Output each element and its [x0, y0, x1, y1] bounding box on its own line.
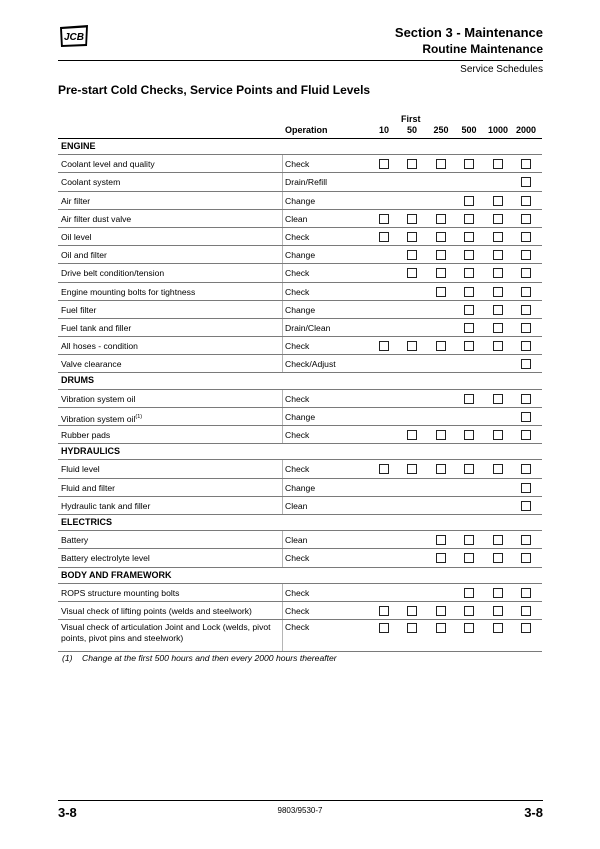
checkbox-icon	[436, 250, 446, 260]
checkbox-icon	[521, 323, 531, 333]
checkbox-icon	[407, 214, 417, 224]
item-cell	[61, 359, 281, 370]
checkbox-icon	[493, 606, 503, 616]
column-divider	[282, 246, 283, 263]
operation-cell: Check	[285, 553, 310, 564]
checkbox-icon	[493, 588, 503, 598]
checkbox-icon	[521, 232, 531, 242]
table-section-row	[58, 139, 542, 155]
item-cell	[61, 287, 281, 298]
column-divider	[282, 210, 283, 227]
operation-cell: Check	[285, 393, 310, 404]
operation-cell: Check	[285, 464, 310, 475]
interval-header: 250	[433, 125, 449, 135]
checkbox-icon	[379, 623, 389, 633]
operation-cell: Change	[285, 411, 316, 422]
checkbox-icon	[464, 196, 474, 206]
checkbox-icon	[464, 623, 474, 633]
item-text: Hydraulic tank and filler	[61, 500, 151, 511]
column-divider	[282, 531, 283, 548]
item-cell	[61, 412, 281, 425]
item-text: Engine mounting bolts for tightness	[61, 286, 196, 297]
operation-header: Operation	[285, 125, 328, 135]
section-label: HYDRAULICS	[61, 446, 121, 457]
section-label: DRUMS	[61, 375, 94, 386]
operation-cell: Change	[285, 250, 316, 261]
table-row	[58, 602, 542, 620]
checkbox-icon	[436, 341, 446, 351]
checkbox-icon	[521, 159, 531, 169]
checkbox-icon	[521, 341, 531, 351]
section-label: ENGINE	[61, 141, 96, 151]
checkbox-icon	[407, 268, 417, 278]
checkbox-icon	[521, 305, 531, 315]
table-row	[58, 228, 542, 246]
checkbox-icon	[493, 430, 503, 440]
checkbox-icon	[493, 214, 503, 224]
operation-cell: Change	[285, 195, 316, 206]
checkbox-icon	[521, 464, 531, 474]
operation-cell: Check	[285, 231, 310, 242]
column-divider	[282, 319, 283, 336]
column-divider	[282, 228, 283, 245]
checkbox-icon	[521, 287, 531, 297]
section-label: BODY AND FRAMEWORK	[61, 569, 172, 580]
item-cell	[61, 305, 281, 316]
table-section-row	[58, 373, 542, 389]
table-row	[58, 426, 542, 444]
item-cell	[61, 535, 281, 546]
item-cell	[61, 588, 281, 599]
column-divider	[282, 426, 283, 443]
item-cell	[61, 250, 281, 261]
column-divider	[282, 155, 283, 172]
footer-divider	[58, 800, 543, 801]
checkbox-icon	[464, 250, 474, 260]
column-divider	[282, 497, 283, 514]
checkbox-icon	[407, 341, 417, 351]
document-number: 9803/9530-7	[277, 806, 323, 815]
table-row	[58, 531, 542, 549]
checkbox-icon	[407, 606, 417, 616]
page-number-right: 3-8	[524, 805, 543, 820]
checkbox-icon	[464, 606, 474, 616]
checkbox-icon	[407, 430, 417, 440]
checkbox-icon	[493, 268, 503, 278]
column-divider	[282, 460, 283, 477]
checkbox-icon	[464, 553, 474, 563]
footnote-text: Change at the first 500 hours and then every 2000 hours thereafter	[82, 653, 337, 663]
item-text: Rubber pads	[61, 430, 111, 440]
table-section-row	[58, 515, 542, 531]
checkbox-icon	[464, 535, 474, 545]
checkbox-icon	[464, 588, 474, 598]
table-row	[58, 620, 542, 652]
page-number-left: 3-8	[58, 805, 77, 820]
checkbox-icon	[464, 430, 474, 440]
item-text: Vibration system oil	[61, 413, 136, 424]
checkbox-icon	[436, 214, 446, 224]
item-text: Fuel filter	[61, 304, 97, 315]
checkbox-icon	[521, 359, 531, 369]
checkbox-icon	[521, 214, 531, 224]
checkbox-icon	[407, 159, 417, 169]
operation-cell: Clean	[285, 500, 308, 511]
table-row	[58, 319, 542, 337]
checkbox-icon	[493, 535, 503, 545]
first-label: First	[401, 114, 421, 124]
checkbox-icon	[493, 196, 503, 206]
checkbox-icon	[493, 232, 503, 242]
logo-text: JCB	[63, 32, 85, 43]
item-text: Battery	[61, 535, 89, 546]
item-text: Oil level	[61, 231, 92, 242]
checkbox-icon	[464, 268, 474, 278]
checkbox-icon	[379, 232, 389, 242]
item-text: Coolant level and quality	[61, 159, 155, 170]
service-schedule-table	[58, 112, 542, 652]
item-text: Valve clearance	[61, 359, 122, 370]
checkbox-icon	[464, 232, 474, 242]
checkbox-icon	[379, 464, 389, 474]
checkbox-icon	[379, 159, 389, 169]
table-row	[58, 355, 542, 373]
checkbox-icon	[493, 623, 503, 633]
checkbox-icon	[464, 305, 474, 315]
table-row	[58, 497, 542, 515]
table-section-row	[58, 568, 542, 584]
item-cell	[61, 232, 281, 243]
operation-cell: Clean	[285, 213, 308, 224]
column-divider	[282, 584, 283, 601]
section-title: Section 3 - Maintenance	[394, 25, 543, 40]
operation-cell: Change	[285, 482, 316, 493]
item-cell	[61, 553, 281, 564]
checkbox-icon	[464, 287, 474, 297]
checkbox-icon	[436, 268, 446, 278]
item-cell	[61, 394, 281, 405]
checkbox-icon	[521, 623, 531, 633]
table-header	[58, 112, 542, 139]
item-cell	[61, 464, 281, 475]
checkbox-icon	[379, 606, 389, 616]
operation-cell: Check	[285, 430, 310, 440]
column-divider	[282, 283, 283, 300]
item-cell	[61, 159, 281, 170]
column-divider	[282, 264, 283, 281]
checkbox-icon	[493, 553, 503, 563]
interval-header: 50	[406, 125, 417, 135]
item-text: ROPS structure mounting bolts	[61, 587, 180, 598]
checkbox-icon	[436, 232, 446, 242]
operation-cell: Check	[285, 605, 310, 616]
checkbox-icon	[464, 464, 474, 474]
interval-header: 2000	[515, 125, 537, 135]
checkbox-icon	[521, 501, 531, 511]
operation-cell: Check	[285, 286, 310, 297]
operation-cell: Change	[285, 304, 316, 315]
column-divider	[282, 408, 283, 425]
item-text: Battery electrolyte level	[61, 553, 150, 564]
checkbox-icon	[521, 412, 531, 422]
checkbox-icon	[493, 464, 503, 474]
checkbox-icon	[493, 305, 503, 315]
item-text: Fluid level	[61, 464, 100, 475]
operation-cell: Drain/Refill	[285, 177, 328, 188]
footnote-ref: (1)	[135, 413, 143, 420]
column-divider	[282, 173, 283, 190]
checkbox-icon	[436, 553, 446, 563]
item-text: All hoses - condition	[61, 341, 138, 352]
checkbox-icon	[521, 553, 531, 563]
item-cell	[61, 214, 281, 225]
table-body	[58, 139, 542, 652]
operation-cell: Check	[285, 622, 310, 633]
item-text: Visual check of articulation Joint and Lock (welds, pivot points, pivot pins and steelwork)	[61, 622, 271, 644]
table-row	[58, 584, 542, 602]
checkbox-icon	[493, 250, 503, 260]
checkbox-icon	[407, 250, 417, 260]
operation-cell: Check	[285, 341, 310, 352]
checkbox-icon	[521, 394, 531, 404]
checkbox-icon	[521, 250, 531, 260]
table-row	[58, 283, 542, 301]
checkbox-icon	[436, 606, 446, 616]
checkbox-icon	[493, 394, 503, 404]
checkbox-icon	[436, 535, 446, 545]
operation-cell: Clean	[285, 535, 308, 546]
checkbox-icon	[436, 287, 446, 297]
item-text: Air filter	[61, 195, 91, 206]
table-row	[58, 264, 542, 282]
checkbox-icon	[464, 341, 474, 351]
table-row	[58, 337, 542, 355]
column-divider	[282, 390, 283, 407]
column-divider	[282, 192, 283, 209]
interval-header: 10	[378, 125, 389, 135]
item-text: Fluid and filter	[61, 482, 115, 493]
checkbox-icon	[436, 430, 446, 440]
jcb-logo	[58, 24, 90, 48]
checkbox-icon	[407, 232, 417, 242]
item-cell	[61, 341, 281, 352]
table-row	[58, 301, 542, 319]
checkbox-icon	[436, 623, 446, 633]
interval-header: 1000	[487, 125, 509, 135]
item-text: Drive belt condition/tension	[61, 268, 165, 279]
interval-header: 500	[461, 125, 477, 135]
table-row	[58, 173, 542, 191]
checkbox-icon	[436, 464, 446, 474]
checkbox-icon	[521, 177, 531, 187]
table-row	[58, 549, 542, 567]
item-text: Visual check of lifting points (welds and steelwork)	[61, 605, 252, 616]
item-text: Coolant system	[61, 177, 121, 188]
checkbox-icon	[521, 606, 531, 616]
checkbox-icon	[407, 464, 417, 474]
checkbox-icon	[464, 394, 474, 404]
item-cell	[61, 177, 281, 188]
checkbox-icon	[436, 159, 446, 169]
column-divider	[282, 355, 283, 372]
table-row	[58, 460, 542, 478]
item-cell	[61, 268, 281, 279]
schedule-label: Service Schedules	[460, 64, 543, 75]
operation-cell: Check/Adjust	[285, 359, 336, 370]
checkbox-icon	[407, 623, 417, 633]
checkbox-icon	[379, 341, 389, 351]
item-cell	[61, 196, 281, 207]
operation-cell: Check	[285, 587, 310, 598]
checkbox-icon	[464, 159, 474, 169]
checkbox-icon	[521, 430, 531, 440]
item-cell	[61, 483, 281, 494]
table-row	[58, 192, 542, 210]
item-text: Air filter dust valve	[61, 213, 132, 224]
checkbox-icon	[493, 341, 503, 351]
footnote	[62, 653, 337, 663]
column-divider	[282, 337, 283, 354]
section-subtitle: Routine Maintenance	[422, 42, 543, 56]
table-row	[58, 155, 542, 173]
table-row	[58, 408, 542, 426]
footnote-number: (1)	[62, 653, 73, 663]
table-row	[58, 390, 542, 408]
operation-cell: Drain/Clean	[285, 322, 331, 333]
checkbox-icon	[521, 268, 531, 278]
table-section-row	[58, 444, 542, 460]
checkbox-icon	[521, 196, 531, 206]
page-title: Pre-start Cold Checks, Service Points and Fluid Levels	[58, 83, 371, 97]
table-row	[58, 246, 542, 264]
item-text: Vibration system oil	[61, 393, 136, 404]
operation-cell: Check	[285, 268, 310, 279]
item-cell	[61, 501, 281, 512]
checkbox-icon	[521, 483, 531, 493]
item-text: Fuel tank and filler	[61, 322, 132, 333]
column-divider	[282, 620, 283, 651]
item-cell	[61, 606, 281, 617]
checkbox-icon	[379, 214, 389, 224]
checkbox-icon	[464, 214, 474, 224]
checkbox-icon	[493, 159, 503, 169]
column-divider	[282, 301, 283, 318]
column-divider	[282, 549, 283, 566]
item-cell	[61, 323, 281, 334]
column-divider	[282, 602, 283, 619]
item-cell	[61, 622, 281, 644]
checkbox-icon	[493, 287, 503, 297]
header-divider	[58, 60, 543, 61]
column-divider	[282, 479, 283, 496]
checkbox-icon	[521, 535, 531, 545]
table-row	[58, 479, 542, 497]
operation-cell: Check	[285, 159, 310, 170]
checkbox-icon	[464, 323, 474, 333]
section-label: ELECTRICS	[61, 516, 113, 527]
item-text: Oil and filter	[61, 250, 107, 261]
table-row	[58, 210, 542, 228]
checkbox-icon	[521, 588, 531, 598]
item-cell	[61, 430, 281, 441]
checkbox-icon	[493, 323, 503, 333]
